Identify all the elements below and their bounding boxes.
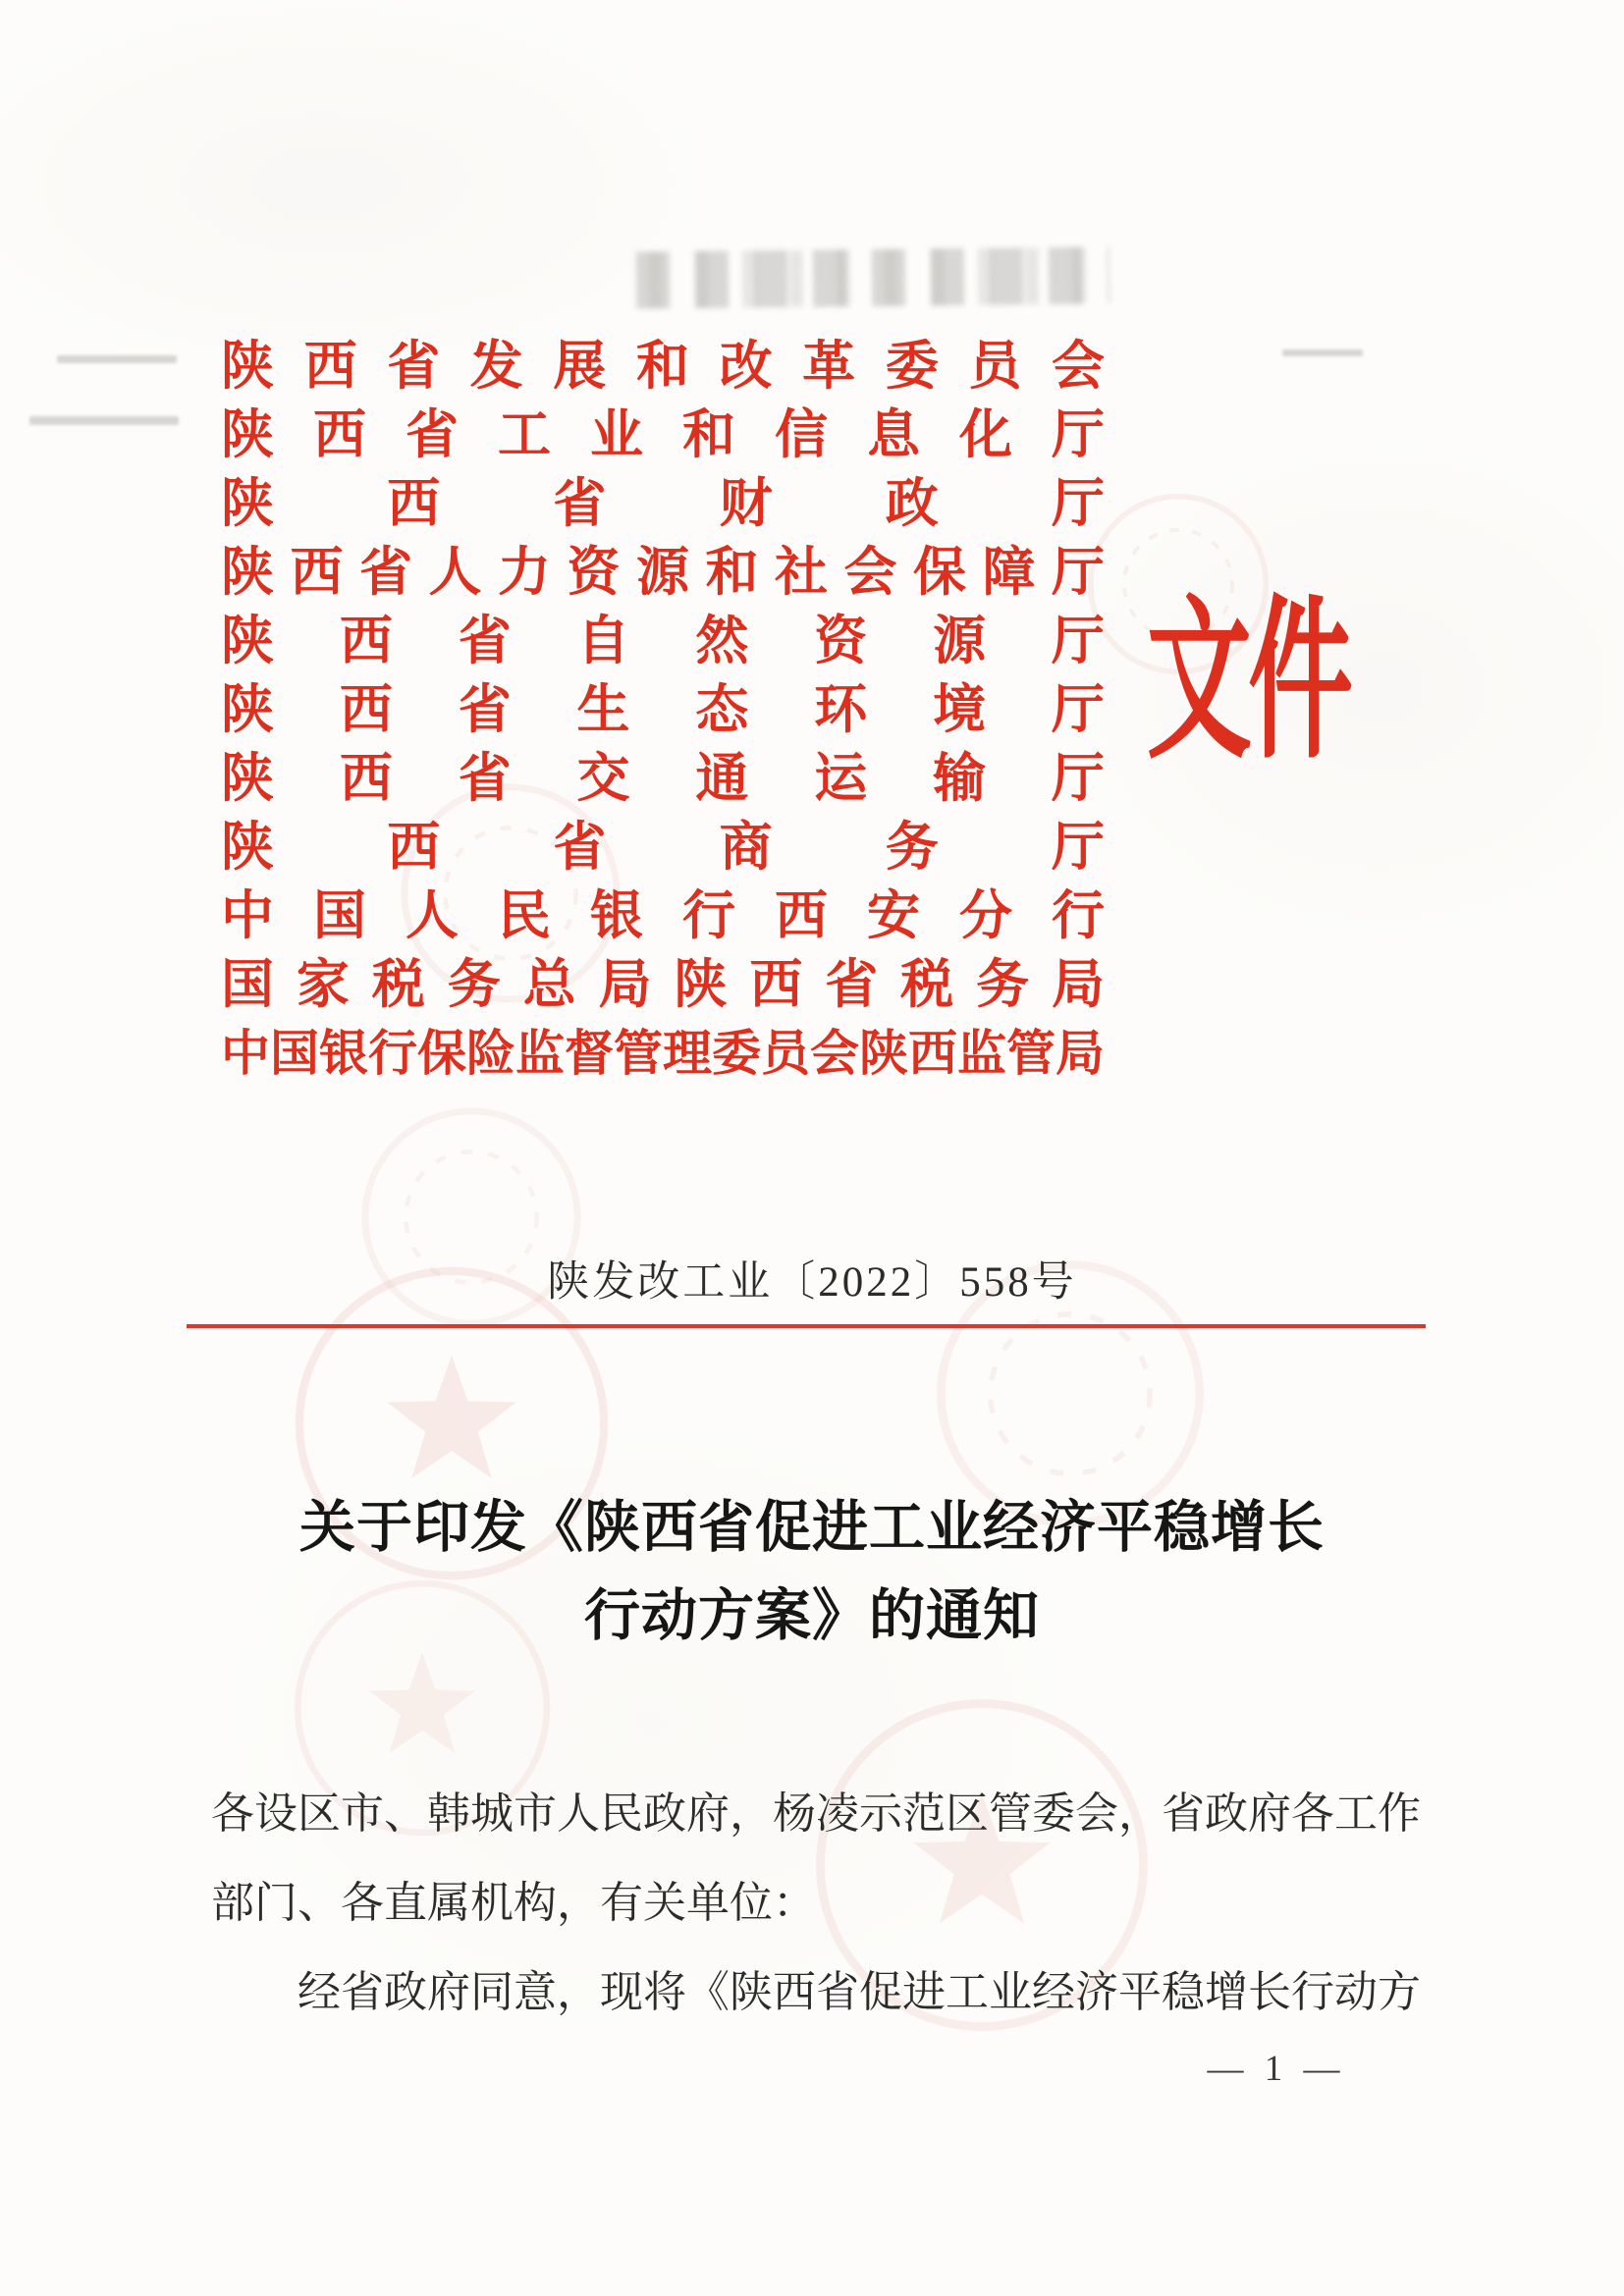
scan-artifact — [1282, 349, 1363, 356]
org-line: 陕 西 省 商 务 厅 — [221, 818, 1105, 877]
org-line: 中 国 银 行 保 险 监 督 管 理 委 员 会 陕 西 监 管 局 — [221, 1026, 1105, 1081]
org-line: 中 国 人 民 银 行 西 安 分 行 — [221, 886, 1105, 945]
issuing-orgs-block — [221, 332, 1105, 1088]
body-line: 部门、各直属机构，有关单位： — [211, 1879, 816, 1927]
body-text — [211, 1769, 1419, 2037]
title-line-2: 行动方案》的通知 — [584, 1585, 1040, 1647]
document-title — [0, 1484, 1624, 1661]
org-line: 陕 西 省 发 展 和 改 革 委 员 会 — [221, 337, 1105, 396]
org-line: 陕 西 省 交 通 运 输 厅 — [221, 749, 1105, 808]
org-line: 陕 西 省 自 然 资 源 厅 — [221, 612, 1105, 670]
bleedthrough-marks — [636, 246, 1110, 308]
red-divider-line — [187, 1324, 1426, 1328]
scan-artifact — [57, 355, 177, 363]
title-line-1: 关于印发《陕西省促进工业经济平稳增长 — [299, 1497, 1325, 1559]
body-line: 经省政府同意，现将《陕西省促进工业经济平稳增长行动方 — [298, 1968, 1421, 2016]
org-line: 陕 西 省 财 政 厅 — [221, 474, 1105, 533]
org-line: 陕 西 省 生 态 环 境 厅 — [221, 680, 1105, 739]
org-line: 陕 西 省 人 力 资 源 和 社 会 保 障 厅 — [221, 543, 1105, 602]
document-number: 陕发改工业〔2022〕558号 — [547, 1259, 1077, 1306]
document-label: 文件 — [1147, 585, 1350, 779]
org-line: 陕 西 省 工 业 和 信 息 化 厅 — [221, 405, 1105, 464]
page-number: — 1 — — [1207, 2049, 1346, 2089]
scan-artifact — [29, 416, 179, 425]
org-line: 国 家 税 务 总 局 陕 西 省 税 务 局 — [221, 955, 1105, 1014]
body-line: 各设区市、韩城市人民政府，杨凌示范区管委会，省政府各工作 — [211, 1789, 1421, 1838]
